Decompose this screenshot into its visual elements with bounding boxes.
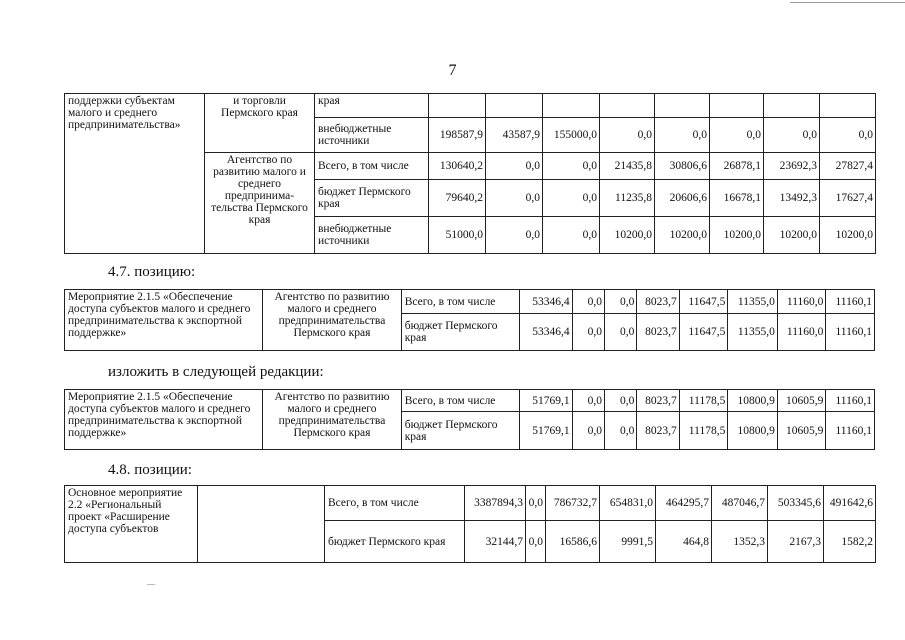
value-cell: 0,0: [600, 118, 655, 153]
value-cell: 11160,1: [826, 412, 875, 450]
value-cell: 0,0: [572, 290, 604, 314]
funding-source-cell: внебюджетные источники: [315, 217, 429, 254]
value-cell: 464,8: [656, 521, 712, 563]
value-cell: [764, 94, 820, 118]
value-cell: 0,0: [486, 180, 543, 217]
value-cell: 11178,5: [679, 390, 728, 412]
table-row: [65, 486, 876, 521]
value-cell: 0,0: [543, 180, 600, 217]
event-name-cell: Мероприятие 2.1.5 «Обеспечение доступа субъектов малого и среднего предпринимательства к экспортной поддержке»: [65, 390, 263, 450]
value-cell: 0,0: [486, 153, 543, 180]
value-cell: 10800,9: [728, 412, 778, 450]
value-cell: 11160,0: [777, 290, 826, 314]
funding-source-cell: бюджет Пермского края: [401, 314, 519, 351]
section-heading-4-8: 4.8. позиции:: [108, 462, 192, 478]
value-cell: 23692,3: [764, 153, 820, 180]
value-cell: 0,0: [526, 486, 546, 521]
value-cell: 3387894,3: [465, 486, 526, 521]
value-cell: [710, 94, 764, 118]
value-cell: 0,0: [820, 118, 876, 153]
value-cell: 51769,1: [520, 412, 573, 450]
event-name-cell: Основное мероприятие 2.2 «Региональный проект «Расширение доступа субъектов: [65, 486, 198, 563]
value-cell: 8023,7: [637, 290, 679, 314]
value-cell: 51000,0: [429, 217, 486, 254]
value-cell: 11647,5: [679, 290, 728, 314]
value-cell: 0,0: [572, 412, 604, 450]
value-cell: 10605,9: [777, 390, 826, 412]
value-cell: 0,0: [526, 521, 546, 563]
value-cell: 0,0: [710, 118, 764, 153]
value-cell: 10200,0: [655, 217, 710, 254]
funding-source-cell: края: [315, 94, 429, 118]
table-positions-4-8: [64, 485, 876, 563]
value-cell: 13492,3: [764, 180, 820, 217]
value-cell: 21435,8: [600, 153, 655, 180]
value-cell: [600, 94, 655, 118]
value-cell: 464295,7: [656, 486, 712, 521]
value-cell: 10800,9: [728, 390, 778, 412]
executor-cell: [198, 486, 325, 563]
value-cell: 79640,2: [429, 180, 486, 217]
value-cell: [655, 94, 710, 118]
value-cell: 8023,7: [637, 412, 679, 450]
value-cell: 11235,8: [600, 180, 655, 217]
value-cell: 0,0: [655, 118, 710, 153]
table-row: [65, 290, 875, 314]
value-cell: 20606,6: [655, 180, 710, 217]
value-cell: 16586,6: [546, 521, 600, 563]
table-row: [65, 390, 875, 412]
value-cell: [543, 94, 600, 118]
value-cell: 11160,1: [826, 290, 875, 314]
funding-source-cell: Всего, в том числе: [401, 290, 519, 314]
value-cell: 654831,0: [600, 486, 656, 521]
table-row: [65, 94, 876, 118]
executor-cell: Агентство по развитию малого и среднего предпринимательства Пермского края: [263, 390, 402, 450]
value-cell: [486, 94, 543, 118]
value-cell: 11160,1: [826, 314, 875, 351]
value-cell: [429, 94, 486, 118]
value-cell: 27827,4: [820, 153, 876, 180]
value-cell: 8023,7: [637, 314, 679, 351]
value-cell: 491642,6: [824, 486, 876, 521]
value-cell: 0,0: [604, 314, 636, 351]
executor-cell: Агентство по развитию малого и среднего предпринима-тельства Пермского края: [205, 153, 315, 254]
value-cell: 786732,7: [546, 486, 600, 521]
funding-source-cell: Всего, в том числе: [401, 390, 519, 412]
value-cell: 16678,1: [710, 180, 764, 217]
funding-source-cell: бюджет Пермского края: [315, 180, 429, 217]
value-cell: 487046,7: [712, 486, 768, 521]
page-number: 7: [448, 62, 457, 79]
value-cell: 11160,1: [826, 390, 875, 412]
value-cell: [820, 94, 876, 118]
value-cell: 0,0: [604, 412, 636, 450]
value-cell: 32144,7: [465, 521, 526, 563]
value-cell: 1582,2: [824, 521, 876, 563]
executor-cell: и торговли Пермского края: [205, 94, 315, 153]
value-cell: 503345,6: [768, 486, 824, 521]
value-cell: 11647,5: [679, 314, 728, 351]
table-new-position: [64, 389, 875, 450]
value-cell: 53346,4: [520, 314, 573, 351]
value-cell: 10605,9: [777, 412, 826, 450]
section-heading-4-7: 4.7. позицию:: [108, 264, 196, 280]
section-heading-new-edition: изложить в следующей редакции:: [108, 364, 324, 380]
value-cell: 0,0: [572, 390, 604, 412]
value-cell: 198587,9: [429, 118, 486, 153]
executor-cell: Агентство по развитию малого и среднего предпринимательства Пермского края: [263, 290, 402, 351]
value-cell: 30806,6: [655, 153, 710, 180]
event-name-cell: поддержки субъектам малого и среднего предпринимательства»: [65, 94, 205, 254]
value-cell: 17627,4: [820, 180, 876, 217]
funding-source-cell: внебюджетные источники: [315, 118, 429, 153]
value-cell: 0,0: [543, 217, 600, 254]
event-name-cell: Мероприятие 2.1.5 «Обеспечение доступа субъектов малого и среднего предпринимательства к экспортной поддержке»: [65, 290, 263, 351]
value-cell: 11355,0: [728, 290, 778, 314]
funding-source-cell: Всего, в том числе: [325, 486, 465, 521]
value-cell: 0,0: [604, 290, 636, 314]
scan-mark: [147, 584, 155, 585]
value-cell: 11178,5: [679, 412, 728, 450]
value-cell: 43587,9: [486, 118, 543, 153]
funding-source-cell: Всего, в том числе: [315, 153, 429, 180]
value-cell: 10200,0: [710, 217, 764, 254]
value-cell: 155000,0: [543, 118, 600, 153]
value-cell: 11355,0: [728, 314, 778, 351]
value-cell: 10200,0: [764, 217, 820, 254]
value-cell: 0,0: [572, 314, 604, 351]
value-cell: 0,0: [764, 118, 820, 153]
value-cell: 11160,0: [777, 314, 826, 351]
table-old-position: [64, 289, 875, 351]
value-cell: 53346,4: [520, 290, 573, 314]
value-cell: 10200,0: [820, 217, 876, 254]
value-cell: 26878,1: [710, 153, 764, 180]
value-cell: 130640,2: [429, 153, 486, 180]
value-cell: 9991,5: [600, 521, 656, 563]
value-cell: 51769,1: [520, 390, 573, 412]
value-cell: 1352,3: [712, 521, 768, 563]
value-cell: 10200,0: [600, 217, 655, 254]
value-cell: 8023,7: [637, 390, 679, 412]
value-cell: 0,0: [543, 153, 600, 180]
table-continuation: [64, 93, 876, 254]
value-cell: 2167,3: [768, 521, 824, 563]
value-cell: 0,0: [604, 390, 636, 412]
scan-edge-line: [790, 2, 905, 3]
funding-source-cell: бюджет Пермского края: [401, 412, 519, 450]
funding-source-cell: бюджет Пермского края: [325, 521, 465, 563]
value-cell: 0,0: [486, 217, 543, 254]
